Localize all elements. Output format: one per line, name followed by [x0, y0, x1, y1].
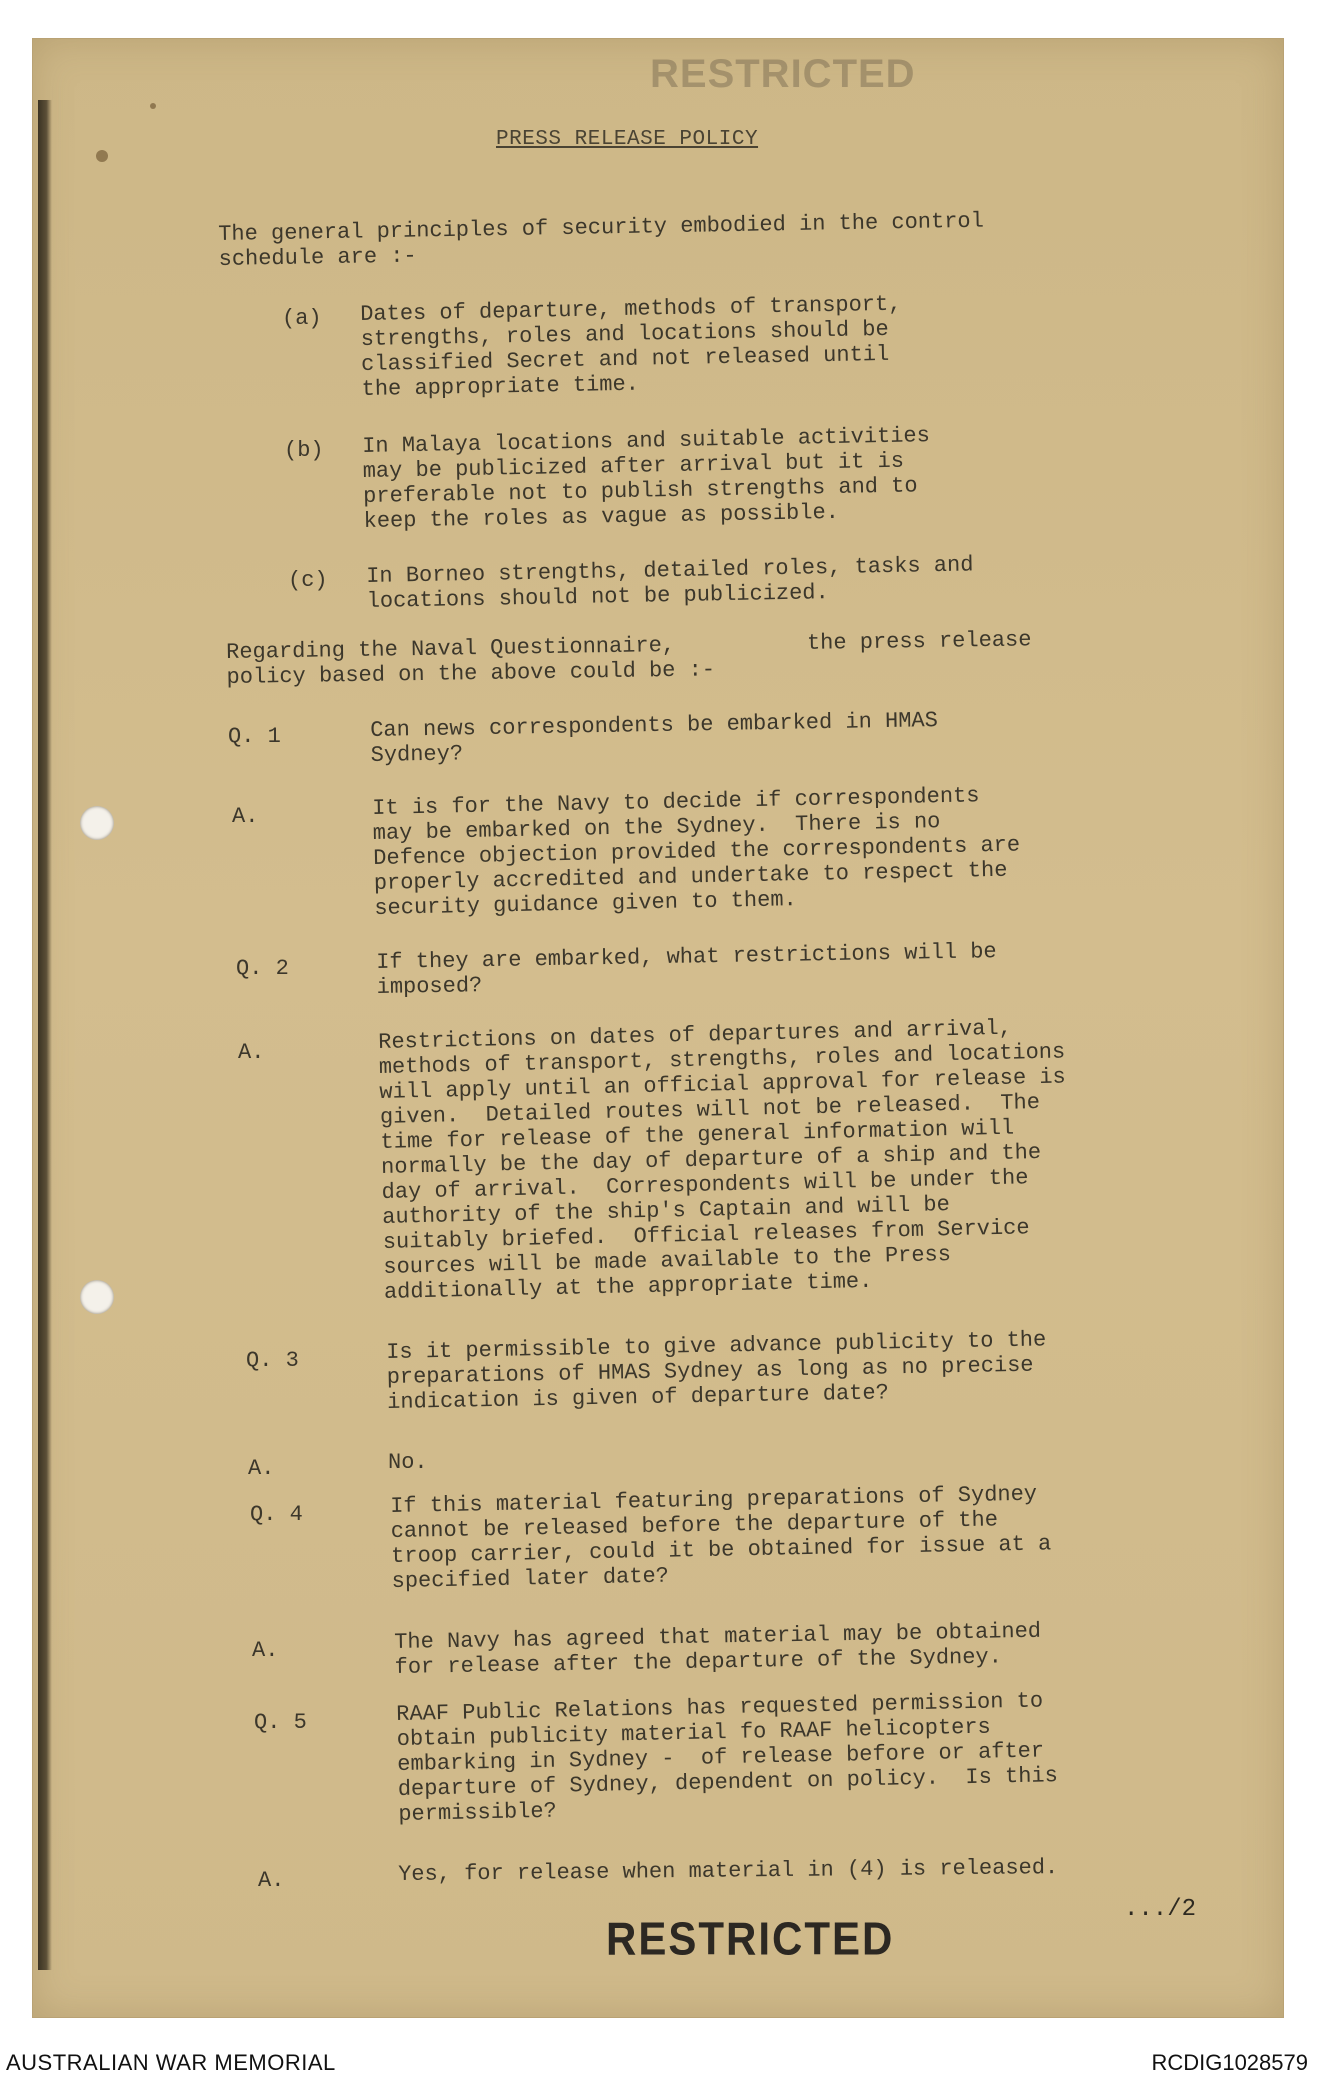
regarding-paragraph: Regarding the Naval Questionnaire, the press release policy based on the above could be :-	[226, 627, 1032, 690]
punch-hole-lower	[80, 1280, 114, 1314]
rust-stain	[150, 103, 156, 109]
question-text: If this material featuring preparations of Sydney cannot be released before the departure of the troop carrier, could it be obtained for issue at a specified later date?	[390, 1481, 1052, 1594]
continuation-page-ref: .../2	[1124, 1896, 1197, 1923]
principle-label: (a)	[282, 306, 322, 331]
principle-text: In Borneo strengths, detailed roles, tasks and locations should not be publicized.	[366, 552, 974, 614]
rust-stain	[96, 150, 108, 162]
principle-text: In Malaya locations and suitable activities may be publicized after arrival but it is preferable not to publish strengths and to keep the roles as vague as possible.	[362, 423, 931, 534]
question-label: Q. 2	[236, 956, 289, 981]
answer-label: A.	[252, 1638, 279, 1663]
archive-name: AUSTRALIAN WAR MEMORIAL	[6, 2050, 336, 2075]
question-text: Is it permissible to give advance publicity to the preparations of HMAS Sydney as long as no precise indication is given of departure date?	[386, 1327, 1047, 1415]
answer-text: Restrictions on dates of departures and arrival, methods of transport, strengths, roles and locations will apply until an official approval for release is given. Detailed routes will not be released. The time for release of the general information will normally be the day of departure of a ship and the day of arrival. Correspondents will be under the authority of the ship's Captain and will be suitably briefed. Official releases from Service sources will be made available to the Press additionally at the appropriate time.	[378, 1015, 1067, 1305]
document-heading: PRESS RELEASE POLICY	[496, 128, 759, 151]
question-label: Q. 1	[228, 724, 281, 749]
archive-reference-id: RCDIG1028579	[1151, 2050, 1308, 2075]
question-label: Q. 5	[254, 1710, 307, 1735]
question-label: Q. 4	[250, 1502, 303, 1527]
punch-hole-upper	[80, 806, 114, 840]
page-edge-shadow	[38, 100, 52, 1970]
answer-text: It is for the Navy to decide if correspondents may be embarked on the Sydney. There is no Defence objection provided the correspondents are properly accredited and undertake to respect the security guidance given to them.	[372, 783, 1021, 921]
answer-text: Yes, for release when material in (4) is released.	[398, 1855, 1059, 1887]
answer-label: A.	[238, 1040, 265, 1065]
question-label: Q. 3	[246, 1348, 299, 1373]
answer-label: A.	[248, 1456, 275, 1481]
answer-text: No.	[388, 1450, 428, 1475]
principle-text: Dates of departure, methods of transport, strengths, roles and locations should be classified Secret and not released until the appropriate time.	[360, 291, 902, 402]
answer-label: A.	[232, 804, 259, 829]
question-text: Can news correspondents be embarked in HMAS Sydney?	[370, 708, 939, 768]
principle-label: (c)	[288, 568, 328, 593]
answer-text: The Navy has agreed that material may be obtained for release after the departure of the Sydney.	[394, 1618, 1042, 1680]
principle-label: (b)	[284, 438, 324, 463]
classification-stamp-top: RESTRICTED	[650, 52, 916, 96]
intro-paragraph: The general principles of security embodied in the control schedule are :-	[218, 208, 985, 272]
question-text: If they are embarked, what restrictions will be imposed?	[376, 939, 997, 1000]
classification-stamp-bottom: RESTRICTED	[606, 1912, 895, 1965]
answer-label: A.	[258, 1868, 285, 1893]
question-text: RAAF Public Relations has requested permission to obtain publicity material fo RAAF helicopters embarking in Sydney - of release before or after departure of Sydney, dependent on policy. Is this permissible?	[396, 1688, 1059, 1827]
